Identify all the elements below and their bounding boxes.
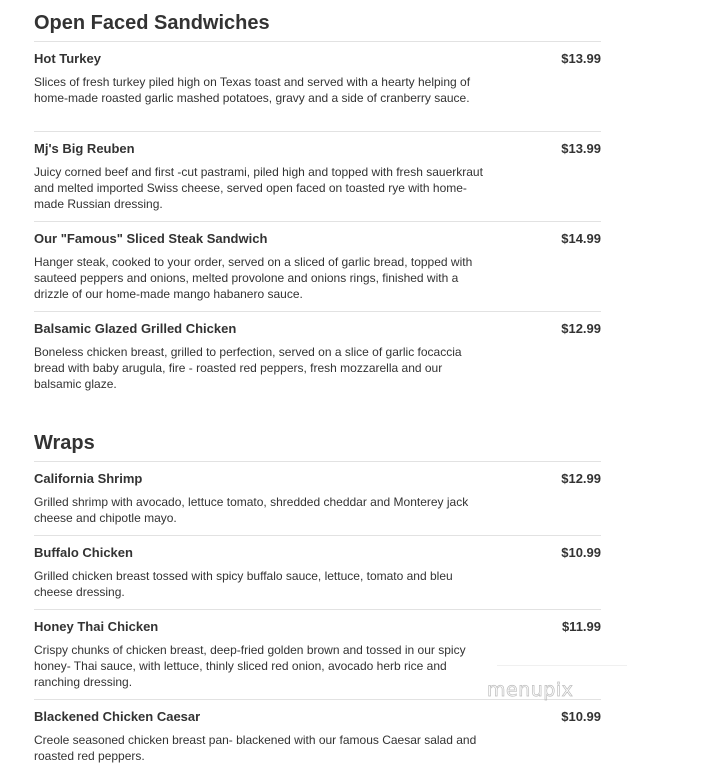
watermark-divider [497,665,627,666]
menu [34,0,601,772]
menu-item [34,700,601,772]
watermark-logo: menupix [487,679,574,701]
item-name: California Shrimp [34,471,143,486]
item-name: Our "Famous" Sliced Steak Sandwich [34,231,268,246]
item-name: Honey Thai Chicken [34,619,159,634]
menu-item [34,222,601,312]
item-description: Creole seasoned chicken breast pan- blackened with our famous Caesar salad and roasted red peppers. [34,733,477,763]
menu-item [34,132,601,222]
item-description: Crispy chunks of chicken breast, deep-fried golden brown and tossed in our spicy honey- Thai sauce, with lettuce, thinly sliced red onion, avocado herb rice and ranching dressing. [34,643,466,689]
item-price: $13.99 [561,141,601,156]
item-price: $12.99 [561,471,601,486]
item-name: Hot Turkey [34,51,101,66]
item-price: $11.99 [561,619,601,634]
item-price: $13.99 [561,51,601,66]
item-price: $10.99 [561,545,601,560]
item-name: Mj's Big Reuben [34,141,135,156]
item-description: Slices of fresh turkey piled high on Texas toast and served with a hearty helping of home-made roasted garlic mashed potatoes, gravy and a side of cranberry sauce. [34,75,471,105]
item-price: $12.99 [561,321,601,336]
menu-item [34,462,601,536]
item-description: Hanger steak, cooked to your order, served on a sliced of garlic bread, topped with sauteed peppers and onions, melted provolone and onions rings, finished with a drizzle of our home-made mango habanero sauce. [34,255,473,301]
menu-item [34,42,601,132]
section-title-wraps: Wraps [34,414,601,462]
section-title-open-faced-sandwiches: Open Faced Sandwiches [34,0,601,42]
item-description: Boneless chicken breast, grilled to perfection, served on a slice of garlic focaccia bread with baby arugula, fire - roasted red peppers, fresh mozzarella and our balsamic glaze. [34,345,462,391]
item-name: Balsamic Glazed Grilled Chicken [34,321,237,336]
menu-item [34,312,601,402]
item-description: Grilled chicken breast tossed with spicy buffalo sauce, lettuce, tomato and bleu cheese dressing. [34,569,453,599]
item-price: $14.99 [561,231,601,246]
item-description: Grilled shrimp with avocado, lettuce tomato, shredded cheddar and Monterey jack cheese and chipotle mayo. [34,495,469,525]
item-name: Buffalo Chicken [34,545,133,560]
item-name: Blackened Chicken Caesar [34,709,201,724]
menu-item [34,536,601,610]
item-price: $10.99 [561,709,601,724]
item-description: Juicy corned beef and first -cut pastrami, piled high and topped with fresh sauerkraut and melted imported Swiss cheese, served open faced on toasted rye with home-made Russian dressing. [34,165,483,211]
